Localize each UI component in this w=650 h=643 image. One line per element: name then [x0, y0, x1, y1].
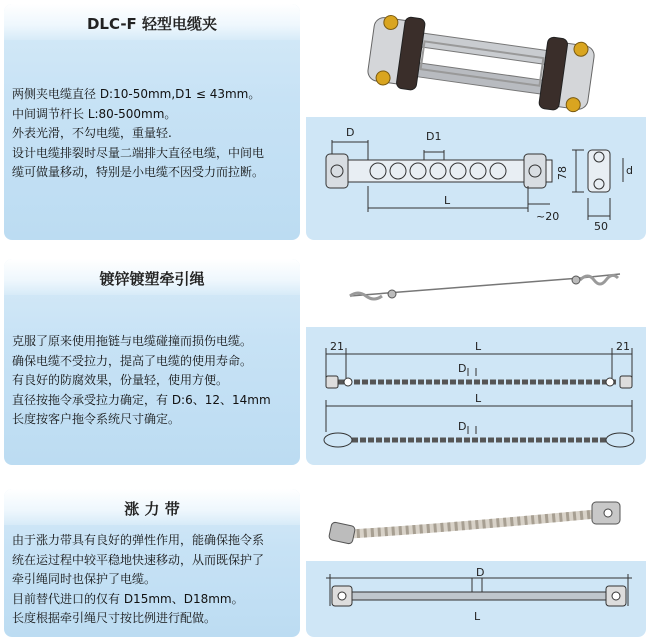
section-2-line: 直径按拖令承受拉力确定，有 D:6、12、14mm: [12, 392, 271, 407]
section-1-line: 设计电缆排裂时尽量二端排大直径电缆，中间电: [12, 145, 265, 160]
cable-clamp-photo: [360, 14, 610, 114]
dim-L: L: [444, 194, 451, 207]
traction-rope-photo: [340, 266, 630, 316]
section-3-line: 牵引绳同时也保护了电缆。: [12, 572, 157, 586]
dim-L-bottom: L: [475, 392, 482, 405]
dim-21-right: 21: [616, 340, 630, 353]
section-2-description: [12, 332, 297, 430]
tension-belt-photo: [326, 494, 626, 554]
section-2-line: 确保电缆不受拉力，提高了电缆的使用寿命。: [12, 353, 253, 368]
tension-belt-drawing: [318, 566, 648, 638]
section-1-line: 中间调节杆长 L:80-500mm。: [12, 106, 177, 121]
dim-D-bottom: D: [458, 420, 467, 433]
dim-21-left: 21: [330, 340, 344, 353]
cable-clamp-drawing: [318, 120, 648, 232]
dim-20: ~20: [536, 210, 560, 223]
section-2-line: 长度按客户拖令系统尺寸确定。: [12, 412, 181, 426]
section-1-description: [12, 85, 297, 183]
section-3-line: 由于涨力带具有良好的弹性作用，能确保拖令系: [12, 533, 265, 547]
section-2-line: 有良好的防腐效果，份量轻，使用方便。: [12, 373, 229, 387]
section-1-line: 外表光滑，不勾电缆，重量轻.: [12, 126, 172, 140]
dim-50: 50: [594, 220, 608, 233]
dim-D: D: [476, 566, 485, 579]
dim-D-top: D: [458, 362, 467, 375]
dim-78: 78: [556, 166, 569, 180]
section-1-title: DLC-F 轻型电缆夹: [86, 15, 218, 33]
dim-L-top: L: [475, 340, 482, 353]
section-3-title: 涨 力 带: [124, 500, 180, 518]
traction-rope-drawing: [318, 332, 648, 462]
dim-D: D: [346, 126, 355, 139]
section-1-line: 两侧夹电缆直径 D:10-50mm,D1 ≤ 43mm。: [12, 87, 261, 101]
section-3-line: 统在运过程中较平稳地快速移动，从而既保护了: [12, 552, 265, 567]
section-2-title: 镀锌镀塑牵引绳: [99, 270, 205, 288]
dim-d: d: [626, 164, 633, 177]
dim-D1: D1: [426, 130, 442, 143]
section-1-line: 缆可做量移动，特别是小电缆不因受力而拉断。: [12, 165, 265, 179]
section-2-line: 克服了原来使用拖链与电缆碰撞而损伤电缆。: [12, 334, 253, 348]
section-3-line: 长度根据牵引绳尺寸按比例进行配做。: [12, 611, 217, 625]
dim-L: L: [474, 610, 481, 623]
section-3-description: [12, 531, 297, 629]
section-3-line: 目前替代进口的仅有 D15mm、D18mm。: [12, 591, 244, 606]
